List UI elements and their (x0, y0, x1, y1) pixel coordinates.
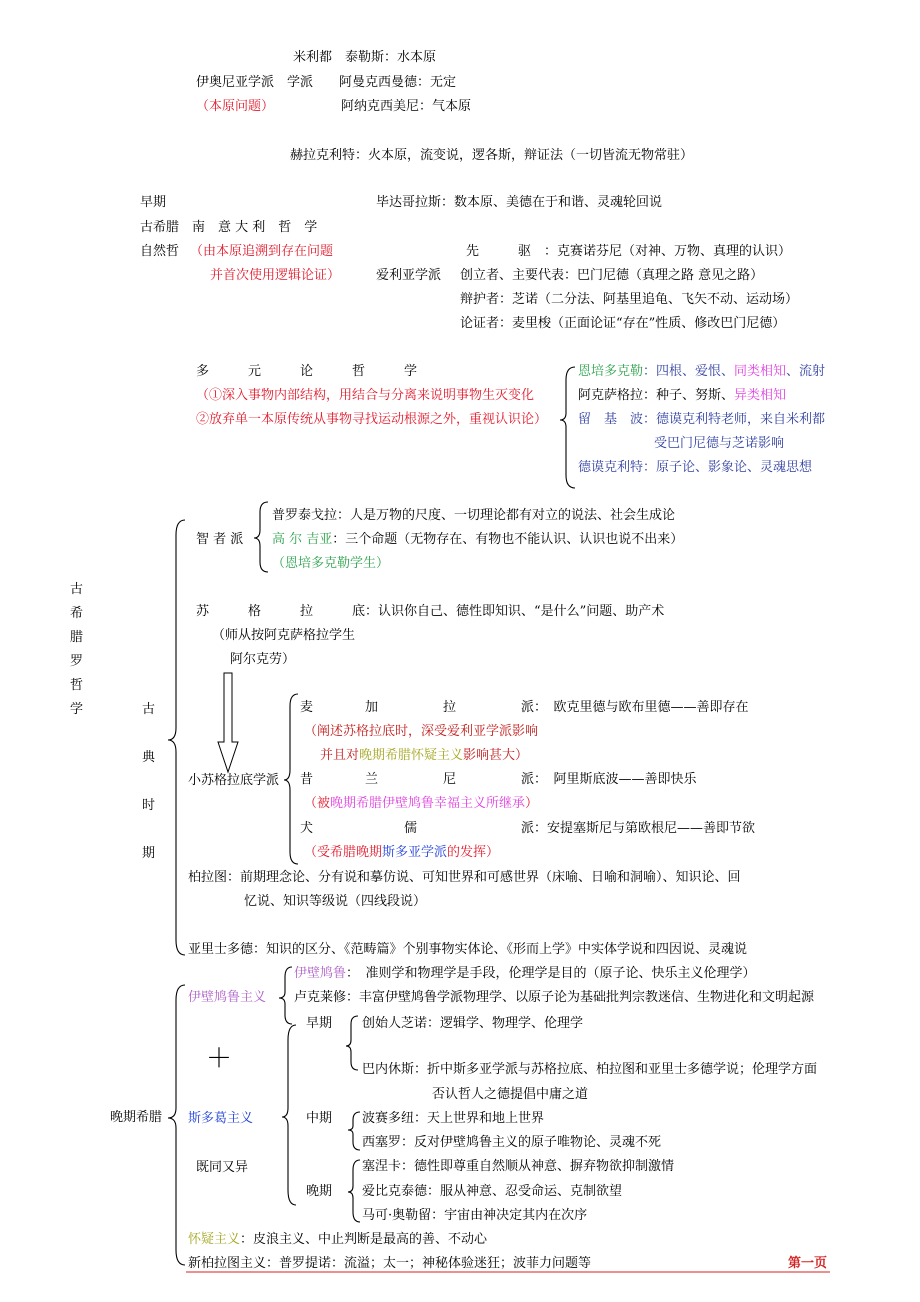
gorgias-note: （恩培多克勒学生） (272, 556, 390, 571)
founder-line: 创立者、主要代表：巴门尼德（真理之路 意见之路） (460, 268, 764, 283)
socrates-note-1: （师从按阿克萨格拉学生 (212, 628, 356, 643)
side-title-1: 希 (70, 606, 84, 621)
socrates-note-2: 阿尔克劳） (230, 652, 296, 667)
minor-socratic-label: 小苏格拉底学派 (188, 773, 280, 788)
epicureanism-label: 伊壁鸠鲁主义 (188, 990, 267, 1005)
stoic-late-label: 晚期 (306, 1184, 333, 1199)
cynic-note: （受希腊晚期斯多亚学派的发挥） (304, 845, 500, 860)
socrates-line: 苏 格 拉 底：认识你自己、德性即知识、“是什么”问题、助产术 (196, 604, 665, 619)
ancient-greece-label: 古希腊 南 意 大 利 哲 学 (140, 220, 318, 235)
leucippus-line: 留 基 波：德谟克利特老师，来自米利都 (578, 412, 826, 427)
defender-line: 辩护者：芝诺（二分法、阿基里追龟、飞矢不动、运动场） (460, 292, 799, 307)
anaxagoras-line: 阿克萨格拉：种子、努斯、异类相知 (578, 388, 787, 403)
seneca-line: 塞涅卡：德性即尊重自然顺从神意、摒弃物欲抑制激情 (362, 1159, 675, 1174)
page-number: 第一页 (788, 1256, 828, 1271)
side-title-0: 古 (70, 582, 84, 597)
classical-1: 典 (142, 750, 156, 765)
lucretius-line: 卢克莱修：丰富伊壁鸠鲁学派物理学、以原子论为基础批判宗教迷信、生物进化和文明起源 (294, 990, 815, 1005)
plato-line-1: 柏拉图：前期理念论、分有说和摹仿说、可知世界和可感世界（床喻、日喻和洞喻）、知识论、回 (188, 870, 741, 885)
same-diff-label: 既同又异 (196, 1160, 249, 1175)
pythagoras-line: 毕达哥拉斯：数本原、美德在于和谐、灵魂轮回说 (376, 195, 663, 210)
early-label: 早期 (140, 195, 167, 210)
natural-phil-label: 自然哲 (140, 244, 180, 259)
epictetus-line: 爱比克泰德：服从神意、忍受命运、克制欲望 (362, 1184, 623, 1199)
stoicism-label: 斯多葛主义 (188, 1111, 254, 1126)
ionian-school-line: 伊奥尼亚学派 学派 阿曼克西曼德：无定 (196, 75, 457, 90)
epicurus-line: 伊壁鸠鲁： 准则学和物理学是手段，伦理学是目的（原子论、快乐主义伦理学） (294, 966, 756, 981)
pluralism-note-1: （①深入事物内部结构，用结合与分离来说明事物生灭变化 (196, 388, 535, 403)
megara-note-2: 并且对晚期希腊怀疑主义影响甚大） (320, 748, 529, 763)
leucippus-line-2: 受巴门尼德与芝诺影响 (654, 436, 785, 451)
classical-3: 期 (142, 846, 156, 861)
cyrene-line: 昔 兰 尼 派： 阿里斯底波——善即快乐 (300, 772, 697, 787)
plato-line-2: 忆说、知识等级说（四线段说） (244, 894, 427, 909)
neoplatonism-line: 新柏拉图主义：普罗提诺：流溢；太一；神秘体验迷狂；波菲力问题等 (188, 1256, 592, 1271)
cicero-line: 西塞罗：反对伊壁鸠鲁主义的原子唯物论、灵魂不死 (362, 1135, 662, 1150)
side-title-5: 学 (70, 702, 84, 717)
early-note-2: 并首次使用逻辑论证） (210, 268, 341, 283)
skepticism-line: 怀疑主义：皮浪主义、中止判断是最高的善、不动心 (188, 1232, 488, 1247)
aristotle-line: 亚里士多德：知识的区分、《范畴篇》个别事物实体论、《形而上学》中实体学说和四因说、灵魂说 (188, 942, 748, 957)
forerunner-line: 先 驱 ：克赛诺芬尼（对神、万物、真理的认识） (466, 244, 792, 259)
protagoras-line: 普罗泰戈拉：人是万物的尺度、一切理论都有对立的说法、社会生成论 (272, 508, 676, 523)
classical-2: 时 (142, 798, 156, 813)
miletus-line: 米利都 泰勒斯：水本原 (293, 50, 437, 65)
megara-line: 麦 加 拉 派： 欧克里德与欧布里德——善即存在 (300, 700, 749, 715)
anaximenes-line: 阿纳克西美尼：气本原 (341, 99, 472, 114)
pluralism-note-2: ②放弃单一本原传统从事物寻找运动根源之外，重视认识论） (196, 412, 548, 427)
zeno-line: 创始人芝诺：逻辑学、物理学、伦理学 (362, 1016, 584, 1031)
eleatic-label: 爱利亚学派 (376, 268, 442, 283)
plus-sign: ＋ (206, 1044, 233, 1074)
gorgias-line: 高 尔 吉亚：三个命题（无物存在、有物也不能认识、认识也说不出来） (272, 532, 684, 547)
pluralism-title: 多 元 论 哲 学 (196, 364, 418, 379)
heraclitus-line: 赫拉克利特：火本原，流变说，逻各斯，辩证法（一切皆流无物常驻） (290, 148, 694, 163)
empedocles-line: 恩培多克勒：四根、爱恨、同类相知、流射 (578, 364, 826, 379)
early-note-1: （由本原追溯到存在问题 (190, 244, 334, 259)
side-title-4: 哲 (70, 678, 84, 693)
side-title-3: 罗 (70, 654, 84, 669)
ionian-note: （本原问题） (196, 99, 275, 114)
posidonius-line: 波赛多纽：天上世界和地上世界 (362, 1111, 545, 1126)
megara-note-1: （阐述苏格拉底时，深受爱利亚学派影响 (304, 724, 539, 739)
panaetius-line-1: 巴内休斯：折中斯多亚学派与苏格拉底、柏拉图和亚里士多德学说；伦理学方面 (362, 1062, 818, 1077)
stoic-mid-label: 中期 (306, 1111, 333, 1126)
democritus-line: 德谟克利特：原子论、影象论、灵魂思想 (578, 460, 813, 475)
cynic-line: 犬 儒 派：安提塞斯尼与第欧根尼——善即节欲 (300, 821, 756, 836)
cyrene-note: （被晚期希腊伊壁鸠鲁幸福主义所继承） (304, 796, 539, 811)
panaetius-line-2: 否认哲人之德提倡中庸之道 (432, 1087, 589, 1102)
stoic-early-label: 早期 (306, 1016, 333, 1031)
sophists-label: 智 者 派 (196, 532, 244, 547)
side-title-2: 腊 (70, 630, 84, 645)
marcus-line: 马可·奥勒留：宇宙由神决定其内在次序 (362, 1208, 588, 1223)
arguer-line: 论证者：麦里梭（正面论证“存在”性质、修改巴门尼德） (460, 316, 786, 331)
classical-0: 古 (142, 702, 156, 717)
late-greece-label: 晚期希腊 (110, 1110, 163, 1125)
